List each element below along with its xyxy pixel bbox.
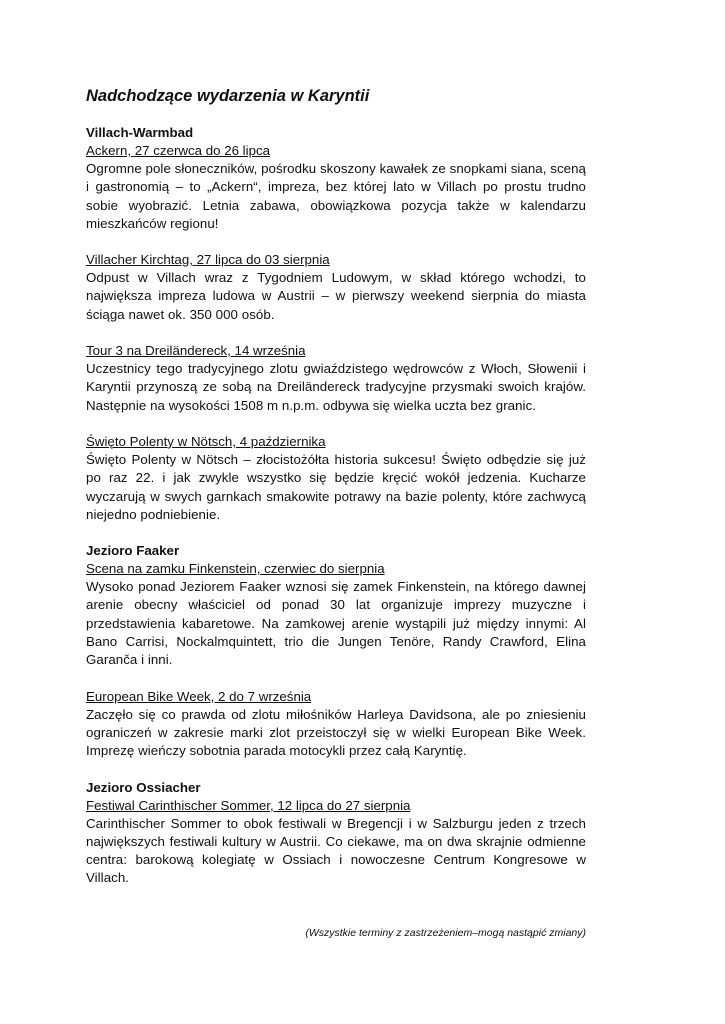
event-description: Święto Polenty w Nötsch – złocistożółta historia sukcesu! Święto odbędzie się już po raz 22. i jak zwykle wszystko się będzie kręcić wokół jedzenia. Kucharze wyczarują w swych garnkach smakowite potrawy na bazie polenty, które zachwycą niejedno podniebienie. — [86, 451, 586, 522]
region-heading: Jezioro Faaker — [86, 543, 180, 559]
event-title: European Bike Week, 2 do 7 września — [86, 688, 312, 704]
event-description: Wysoko ponad Jeziorem Faaker wznosi się zamek Finkenstein, na którego dawnej arenie obecny właściciel od ponad 30 lat organizuje imprezy muzyczne i przedstawienia kabaretowe. Na zamkowej arenie wystąpili już między innymi: Al Bano Carrisi, Nockalmquintett, trio die Jungen Tenöre, Randy Crawford, Elina Garanča i inni. — [86, 579, 586, 668]
page-title: Nadchodzące wydarzenia w Karyntii — [86, 87, 370, 105]
section-villach-warmbad — [86, 124, 586, 524]
event-title: Święto Polenty w Nötsch, 4 października — [86, 433, 326, 449]
event-bike-week — [86, 688, 586, 761]
document-page — [86, 86, 586, 906]
event-title: Ackern, 27 czerwca do 26 lipca — [86, 143, 271, 158]
region-heading: Villach-Warmbad — [86, 125, 194, 140]
event-description: Odpust w Villach wraz z Tygodniem Ludowym, w skład którego wchodzi, to największa impreza ludowa w Austrii – w pierwszy weekend sierpnia do miasta ściąga nawet ok. 350 000 osób. — [86, 270, 586, 322]
section-jezioro-ossiacher — [86, 779, 586, 888]
event-carinthischer-sommer — [86, 797, 586, 888]
event-description: Ogromne pole słoneczników, pośrodku skoszony kawałek ze snopkami siana, sceną i gastronomią – to „Ackern“, impreza, bez której lato w Villach po prostu trudno sobie wyobrazić. Letnia zabawa, obowiązkowa pozycja także w kalendarzu mieszkańców regionu! — [86, 161, 586, 231]
footnote: (Wszystkie terminy z zastrzeżeniem–mogą nastąpić zmiany) — [305, 926, 586, 939]
event-title: Festiwal Carinthischer Sommer, 12 lipca do 27 sierpnia — [86, 797, 411, 813]
region-heading: Jezioro Ossiacher — [86, 779, 201, 795]
event-finkenstein — [86, 560, 586, 669]
section-jezioro-faaker — [86, 542, 586, 760]
event-swieto-polenty — [86, 433, 586, 524]
event-tour-3 — [86, 342, 586, 415]
event-description: Carinthischer Sommer to obok festiwali w Bregencji i w Salzburgu jeden z trzech największych festiwali kultury w Austrii. Co ciekawe, ma on dwa skrajnie odmienne centra: barokową kolegiatę w Ossiach i nowoczesne Centrum Kongresowe w Villach. — [86, 815, 586, 886]
event-title: Scena na zamku Finkenstein, czerwiec do sierpnia — [86, 561, 385, 577]
event-villacher-kirchtag — [86, 251, 586, 324]
event-description: Zaczęło się co prawda od zlotu miłośników Harleya Davidsona, ale po zniesieniu ograniczeń w zakresie marki zlot przeistoczył się w wielki European Bike Week. Imprezę wieńczy sobotnia parada motocykli przez całą Karyntię. — [86, 706, 586, 759]
event-description: Uczestnicy tego tradycyjnego zlotu gwiaździstego wędrowców z Włoch, Słowenii i Karyntii przynoszą ze sobą na Dreiländereck tradycyjne przysmaki swoich krajów. Następnie na wysokości 1508 m n.p.m. odbywa się wielka uczta bez granic. — [86, 361, 586, 413]
event-title: Villacher Kirchtag, 27 lipca do 03 sierpnia — [86, 252, 330, 268]
event-title: Tour 3 na Dreiländereck, 14 września — [86, 343, 306, 359]
event-ackern — [86, 142, 586, 233]
